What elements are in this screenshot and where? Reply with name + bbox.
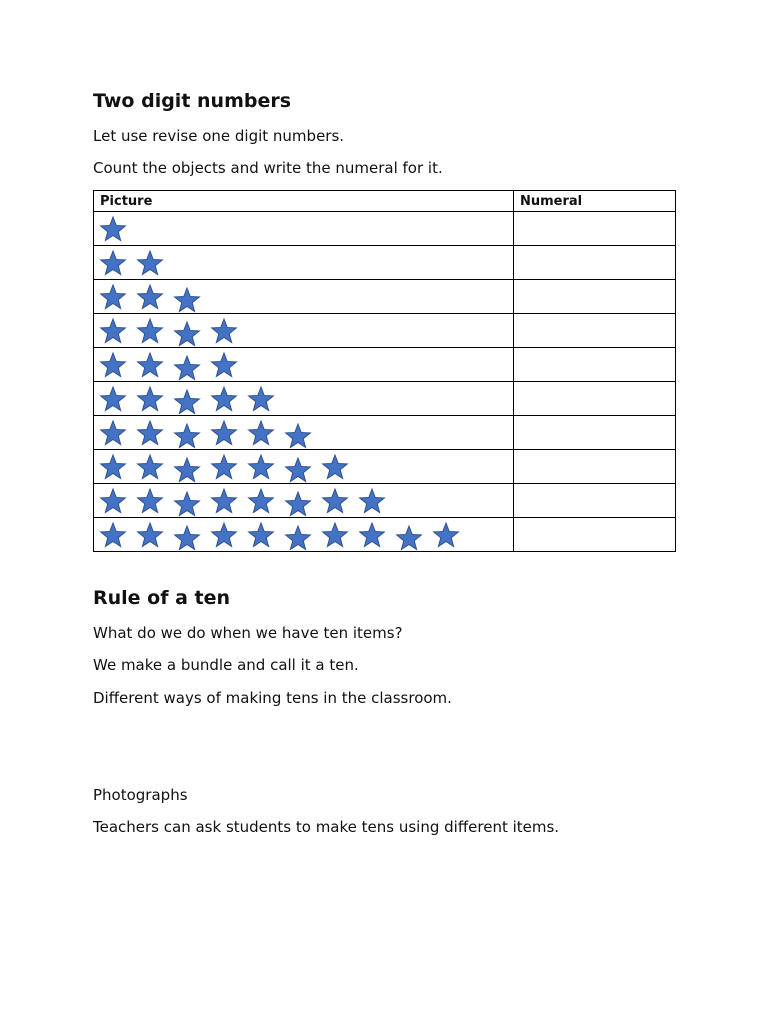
stars-svg	[99, 351, 257, 381]
table-row	[94, 348, 676, 382]
star-icon	[138, 523, 163, 547]
teachers-text: Teachers can ask students to make tens using different items.	[93, 818, 560, 836]
star-icon	[175, 526, 200, 550]
table-body	[94, 212, 676, 552]
star-group	[94, 450, 513, 483]
star-icon	[212, 353, 237, 377]
table-row	[94, 450, 676, 484]
star-group	[94, 314, 513, 347]
stars-svg	[99, 249, 183, 279]
star-icon	[101, 387, 126, 411]
numeral-answer-cell[interactable]	[514, 450, 676, 484]
table-row	[94, 518, 676, 552]
star-icon	[360, 489, 385, 513]
instruction-text: Count the objects and write the numeral for it.	[93, 159, 443, 177]
intro-text: Let use revise one digit numbers.	[93, 127, 345, 145]
star-group	[94, 518, 513, 551]
star-icon	[249, 387, 274, 411]
star-icon	[286, 458, 311, 482]
star-icon	[212, 523, 237, 547]
numeral-answer-cell[interactable]	[514, 246, 676, 280]
table-row	[94, 280, 676, 314]
numeral-answer-cell[interactable]	[514, 518, 676, 552]
star-icon	[175, 390, 200, 414]
stars-svg	[99, 385, 294, 415]
star-icon	[138, 319, 163, 343]
star-icon	[138, 455, 163, 479]
star-icon	[175, 356, 200, 380]
counting-table	[93, 190, 676, 552]
star-group	[94, 246, 513, 279]
star-icon	[397, 526, 422, 550]
star-icon	[175, 492, 200, 516]
star-group	[94, 348, 513, 381]
numeral-answer-cell[interactable]	[514, 212, 676, 246]
star-icon	[249, 455, 274, 479]
stars-svg	[99, 521, 479, 551]
star-icon	[101, 523, 126, 547]
star-icon	[175, 322, 200, 346]
star-icon	[323, 523, 348, 547]
section-title-rule-of-a-ten: Rule of a ten	[93, 587, 231, 609]
star-icon	[212, 421, 237, 445]
star-icon	[212, 387, 237, 411]
stars-svg	[99, 215, 146, 245]
ways-text: Different ways of making tens in the classroom.	[93, 689, 452, 707]
table-row	[94, 382, 676, 416]
star-icon	[101, 421, 126, 445]
star-icon	[101, 251, 126, 275]
star-group	[94, 280, 513, 313]
stars-svg	[99, 283, 220, 313]
picture-cell	[94, 416, 514, 450]
numeral-answer-cell[interactable]	[514, 280, 676, 314]
star-icon	[360, 523, 385, 547]
numeral-answer-cell[interactable]	[514, 382, 676, 416]
answer-text: We make a bundle and call it a ten.	[93, 656, 359, 674]
star-icon	[101, 353, 126, 377]
picture-cell	[94, 314, 514, 348]
star-icon	[138, 285, 163, 309]
stars-svg	[99, 487, 405, 517]
picture-cell	[94, 518, 514, 552]
picture-cell	[94, 212, 514, 246]
star-icon	[249, 523, 274, 547]
star-icon	[101, 489, 126, 513]
star-icon	[175, 288, 200, 312]
picture-cell	[94, 246, 514, 280]
table-row	[94, 484, 676, 518]
table-header-row	[94, 191, 676, 212]
table-row	[94, 314, 676, 348]
star-icon	[138, 387, 163, 411]
star-icon	[249, 489, 274, 513]
table-row	[94, 212, 676, 246]
star-group	[94, 212, 513, 245]
star-icon	[101, 285, 126, 309]
picture-column-header: Picture	[94, 191, 514, 212]
star-icon	[138, 251, 163, 275]
star-icon	[101, 455, 126, 479]
star-icon	[286, 492, 311, 516]
star-group	[94, 416, 513, 449]
stars-svg	[99, 419, 331, 449]
star-icon	[323, 489, 348, 513]
section-title-two-digit-numbers: Two digit numbers	[93, 90, 292, 112]
star-icon	[212, 489, 237, 513]
numeral-answer-cell[interactable]	[514, 348, 676, 382]
star-icon	[286, 526, 311, 550]
star-icon	[138, 421, 163, 445]
picture-cell	[94, 382, 514, 416]
star-group	[94, 484, 513, 517]
picture-cell	[94, 348, 514, 382]
numeral-answer-cell[interactable]	[514, 416, 676, 450]
star-icon	[212, 455, 237, 479]
star-icon	[138, 489, 163, 513]
picture-cell	[94, 484, 514, 518]
table-row	[94, 416, 676, 450]
star-icon	[175, 424, 200, 448]
star-group	[94, 382, 513, 415]
star-icon	[138, 353, 163, 377]
star-icon	[434, 523, 459, 547]
photographs-label: Photographs	[93, 786, 188, 804]
star-icon	[175, 458, 200, 482]
star-icon	[286, 424, 311, 448]
picture-cell	[94, 450, 514, 484]
stars-svg	[99, 453, 368, 483]
question-text: What do we do when we have ten items?	[93, 624, 403, 642]
numeral-answer-cell[interactable]	[514, 314, 676, 348]
star-icon	[101, 217, 126, 241]
star-icon	[101, 319, 126, 343]
star-icon	[323, 455, 348, 479]
star-icon	[249, 421, 274, 445]
numeral-column-header: Numeral	[514, 191, 676, 212]
table-row	[94, 246, 676, 280]
picture-cell	[94, 280, 514, 314]
stars-svg	[99, 317, 257, 347]
star-icon	[212, 319, 237, 343]
numeral-answer-cell[interactable]	[514, 484, 676, 518]
